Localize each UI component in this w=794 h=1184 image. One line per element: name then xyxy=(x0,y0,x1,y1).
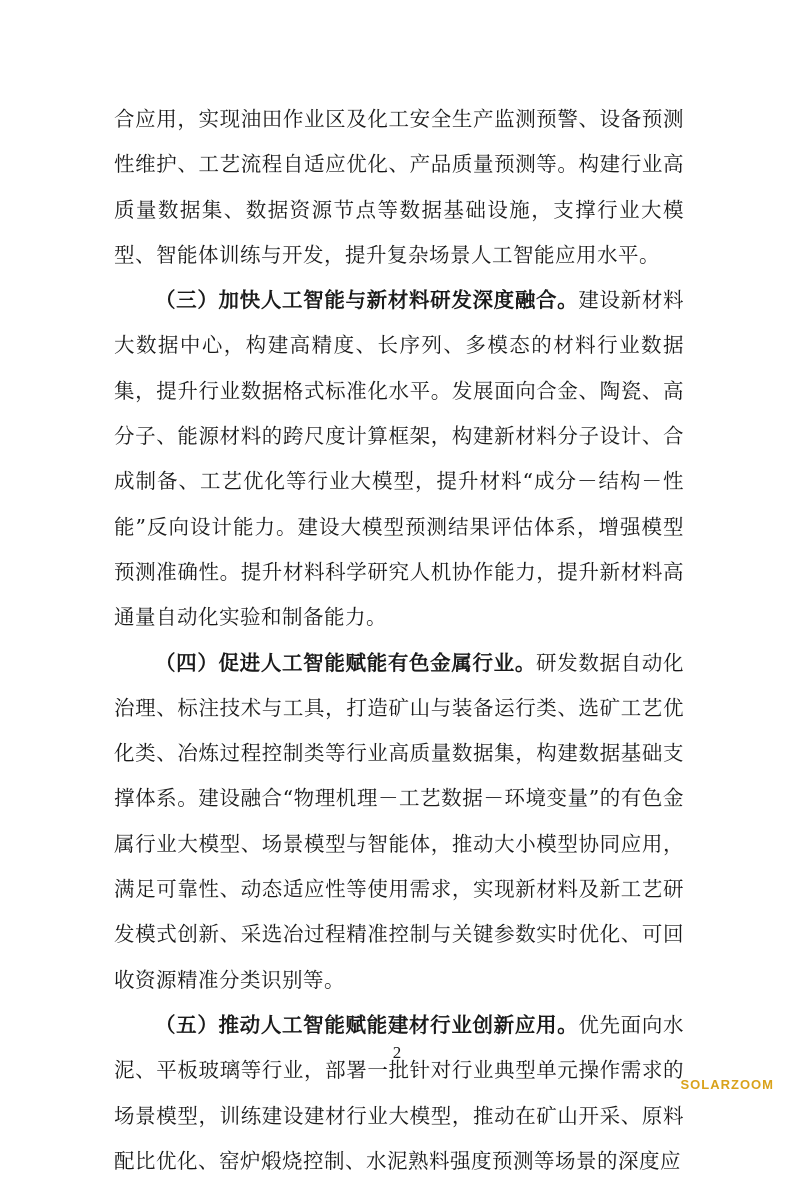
paragraph-text: 优先面向水泥、平板玻璃等行业，部署一批针对行业典型单元操作需求的场景模型，训练建设建材行业大模型，推动在矿山开采、原料配比优化、窑炉煅烧控制、水泥熟料强度预测等场景的深度应 xyxy=(114,1012,685,1173)
section-heading: （三）加快人工智能与新材料研发深度融合。 xyxy=(155,288,579,313)
section-heading: （五）推动人工智能赋能建材行业创新应用。 xyxy=(155,1012,579,1037)
body-text xyxy=(114,97,684,1184)
paragraph-text: 研发数据自动化治理、标注技术与工具，打造矿山与装备运行类、选矿工艺优化类、冶炼过程控制类等行业高质量数据集，构建数据基础支撑体系。建设融合“物理机理－工艺数据－环境变量”的有色金属行业大模型、场景模型与智能体，推动大小模型协同应用，满足可靠性、动态适应性等使用需求，实现新材料及新工艺研发模式创新、采选冶过程精准控制与关键参数实时优化、可回收资源精准分类识别等。 xyxy=(114,650,684,992)
paragraph-section-4 xyxy=(114,641,684,1003)
paragraph-text: 建设新材料大数据中心，构建高精度、长序列、多模态的材料行业数据集，提升行业数据格式标准化水平。发展面向合金、陶瓷、高分子、能源材料的跨尺度计算框架，构建新材料分子设计、合成制备、工艺优化等行业大模型，提升材料“成分－结构－性能”反向设计能力。建设大模型预测结果评估体系，增强模型预测准确性。提升材料科学研究人机协作能力，提升新材料高通量自动化实验和制备能力。 xyxy=(114,288,685,630)
watermark-logo: SOLARZOOM xyxy=(680,1077,774,1092)
paragraph-text: 合应用，实现油田作业区及化工安全生产监测预警、设备预测性维护、工艺流程自适应优化、产品质量预测等。构建行业高质量数据集、数据资源节点等数据基础设施，支撑行业大模型、智能体训练与开发，提升复杂场景人工智能应用水平。 xyxy=(114,107,684,267)
paragraph-section-5 xyxy=(114,1003,684,1184)
page-number: 2 xyxy=(392,1043,402,1062)
paragraph-continuation xyxy=(114,97,684,278)
paragraph-section-3 xyxy=(114,278,684,640)
section-heading: （四）促进人工智能赋能有色金属行业。 xyxy=(155,650,536,675)
